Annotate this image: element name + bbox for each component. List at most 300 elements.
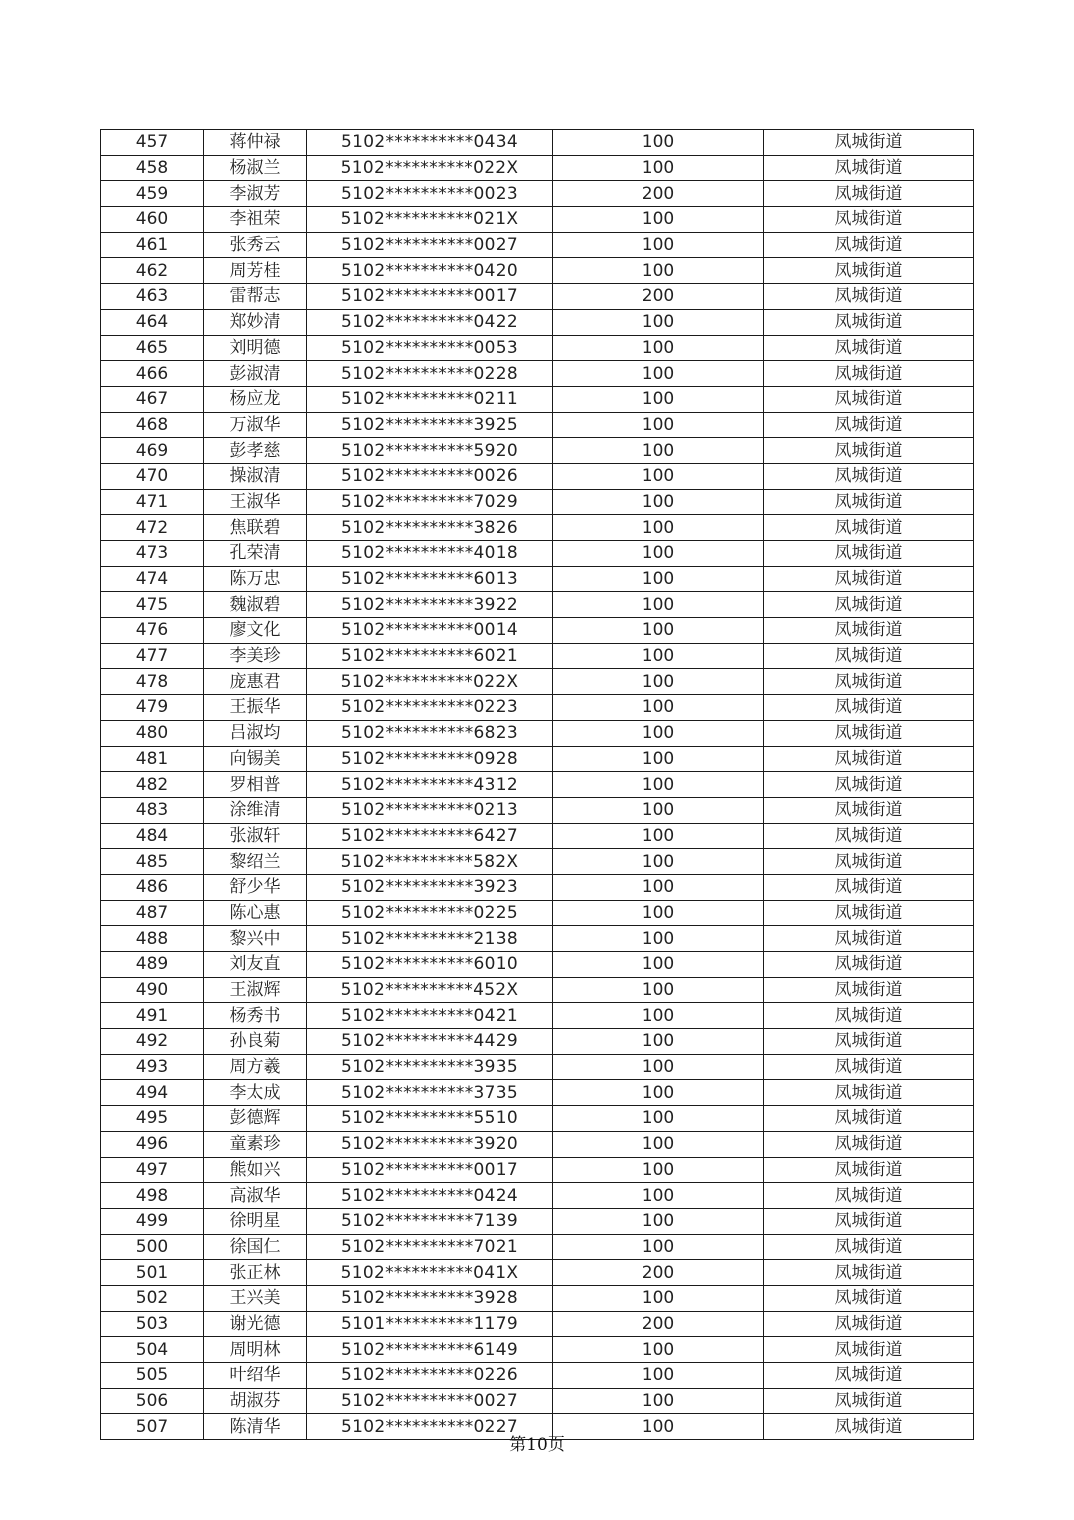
table-row — [101, 1003, 974, 1029]
table-row — [101, 1106, 974, 1132]
id-number-cell: 5102**********0225 — [307, 900, 553, 926]
street-cell: 凤城街道 — [764, 1106, 974, 1132]
id-number-cell: 5102**********0014 — [307, 618, 553, 644]
table-row — [101, 181, 974, 207]
id-number-cell: 5102**********452X — [307, 977, 553, 1003]
id-number-cell: 5102**********582X — [307, 849, 553, 875]
table-row — [101, 1388, 974, 1414]
amount-cell: 100 — [553, 386, 764, 412]
name-cell: 李淑芳 — [204, 181, 307, 207]
street-cell: 凤城街道 — [764, 695, 974, 721]
street-cell: 凤城街道 — [764, 1311, 974, 1337]
amount-cell: 100 — [553, 849, 764, 875]
amount-cell: 100 — [553, 438, 764, 464]
street-cell: 凤城街道 — [764, 1414, 974, 1440]
id-number-cell: 5102**********6823 — [307, 720, 553, 746]
name-cell: 徐国仁 — [204, 1234, 307, 1260]
name-cell: 孙良菊 — [204, 1029, 307, 1055]
name-cell: 谢光德 — [204, 1311, 307, 1337]
row-number-cell: 503 — [101, 1311, 204, 1337]
street-cell: 凤城街道 — [764, 1003, 974, 1029]
amount-cell: 100 — [553, 1106, 764, 1132]
table-row — [101, 977, 974, 1003]
street-cell: 凤城街道 — [764, 1388, 974, 1414]
row-number-cell: 504 — [101, 1337, 204, 1363]
table-row — [101, 1363, 974, 1389]
id-number-cell: 5102**********041X — [307, 1260, 553, 1286]
name-cell: 陈万忠 — [204, 566, 307, 592]
street-cell: 凤城街道 — [764, 335, 974, 361]
amount-cell: 100 — [553, 926, 764, 952]
table-row — [101, 155, 974, 181]
row-number-cell: 461 — [101, 232, 204, 258]
street-cell: 凤城街道 — [764, 1363, 974, 1389]
row-number-cell: 498 — [101, 1183, 204, 1209]
row-number-cell: 507 — [101, 1414, 204, 1440]
name-cell: 杨淑兰 — [204, 155, 307, 181]
table-row — [101, 232, 974, 258]
name-cell: 李美珍 — [204, 643, 307, 669]
id-number-cell: 5102**********6427 — [307, 823, 553, 849]
id-number-cell: 5102**********6149 — [307, 1337, 553, 1363]
table-row — [101, 849, 974, 875]
id-number-cell: 5102**********0017 — [307, 284, 553, 310]
id-number-cell: 5102**********6013 — [307, 566, 553, 592]
row-number-cell: 458 — [101, 155, 204, 181]
id-number-cell: 5102**********3923 — [307, 874, 553, 900]
name-cell: 黎绍兰 — [204, 849, 307, 875]
table-row — [101, 746, 974, 772]
id-number-cell: 5102**********7021 — [307, 1234, 553, 1260]
table-row — [101, 952, 974, 978]
id-number-cell: 5102**********021X — [307, 207, 553, 233]
amount-cell: 100 — [553, 1208, 764, 1234]
amount-cell: 100 — [553, 412, 764, 438]
table-row — [101, 874, 974, 900]
table-row — [101, 284, 974, 310]
amount-cell: 200 — [553, 1260, 764, 1286]
row-number-cell: 500 — [101, 1234, 204, 1260]
street-cell: 凤城街道 — [764, 669, 974, 695]
street-cell: 凤城街道 — [764, 130, 974, 156]
name-cell: 童素珍 — [204, 1131, 307, 1157]
row-number-cell: 477 — [101, 643, 204, 669]
table-row — [101, 1080, 974, 1106]
table-row — [101, 1131, 974, 1157]
amount-cell: 100 — [553, 1388, 764, 1414]
id-number-cell: 5102**********0213 — [307, 797, 553, 823]
amount-cell: 100 — [553, 130, 764, 156]
name-cell: 舒少华 — [204, 874, 307, 900]
row-number-cell: 482 — [101, 772, 204, 798]
name-cell: 廖文化 — [204, 618, 307, 644]
street-cell: 凤城街道 — [764, 515, 974, 541]
amount-cell: 100 — [553, 643, 764, 669]
amount-cell: 100 — [553, 746, 764, 772]
amount-cell: 100 — [553, 1285, 764, 1311]
amount-cell: 100 — [553, 1234, 764, 1260]
name-cell: 焦联碧 — [204, 515, 307, 541]
name-cell: 李祖荣 — [204, 207, 307, 233]
street-cell: 凤城街道 — [764, 900, 974, 926]
amount-cell: 100 — [553, 1054, 764, 1080]
row-number-cell: 501 — [101, 1260, 204, 1286]
name-cell: 张淑轩 — [204, 823, 307, 849]
street-cell: 凤城街道 — [764, 1029, 974, 1055]
street-cell: 凤城街道 — [764, 1183, 974, 1209]
name-cell: 周方羲 — [204, 1054, 307, 1080]
table-row — [101, 643, 974, 669]
street-cell: 凤城街道 — [764, 1080, 974, 1106]
row-number-cell: 466 — [101, 361, 204, 387]
row-number-cell: 475 — [101, 592, 204, 618]
name-cell: 庞惠君 — [204, 669, 307, 695]
row-number-cell: 493 — [101, 1054, 204, 1080]
amount-cell: 100 — [553, 1363, 764, 1389]
name-cell: 黎兴中 — [204, 926, 307, 952]
name-cell: 吕淑均 — [204, 720, 307, 746]
amount-cell: 100 — [553, 232, 764, 258]
table-row — [101, 566, 974, 592]
id-number-cell: 5102**********022X — [307, 669, 553, 695]
name-cell: 张正林 — [204, 1260, 307, 1286]
amount-cell: 100 — [553, 515, 764, 541]
street-cell: 凤城街道 — [764, 1337, 974, 1363]
street-cell: 凤城街道 — [764, 309, 974, 335]
id-number-cell: 5102**********0027 — [307, 232, 553, 258]
name-cell: 刘明德 — [204, 335, 307, 361]
street-cell: 凤城街道 — [764, 541, 974, 567]
row-number-cell: 494 — [101, 1080, 204, 1106]
street-cell: 凤城街道 — [764, 643, 974, 669]
row-number-cell: 490 — [101, 977, 204, 1003]
street-cell: 凤城街道 — [764, 1208, 974, 1234]
street-cell: 凤城街道 — [764, 1285, 974, 1311]
name-cell: 王振华 — [204, 695, 307, 721]
amount-cell: 100 — [553, 541, 764, 567]
id-number-cell: 5102**********5920 — [307, 438, 553, 464]
id-number-cell: 5102**********3735 — [307, 1080, 553, 1106]
street-cell: 凤城街道 — [764, 566, 974, 592]
amount-cell: 100 — [553, 695, 764, 721]
table-row — [101, 489, 974, 515]
table-row — [101, 1260, 974, 1286]
table-row — [101, 1337, 974, 1363]
street-cell: 凤城街道 — [764, 489, 974, 515]
row-number-cell: 476 — [101, 618, 204, 644]
table-row — [101, 592, 974, 618]
amount-cell: 100 — [553, 874, 764, 900]
id-number-cell: 5102**********2138 — [307, 926, 553, 952]
table-row — [101, 720, 974, 746]
amount-cell: 100 — [553, 618, 764, 644]
name-cell: 陈心惠 — [204, 900, 307, 926]
amount-cell: 100 — [553, 361, 764, 387]
street-cell: 凤城街道 — [764, 592, 974, 618]
id-number-cell: 5102**********6021 — [307, 643, 553, 669]
table-row — [101, 412, 974, 438]
table-row — [101, 618, 974, 644]
row-number-cell: 485 — [101, 849, 204, 875]
id-number-cell: 5102**********4429 — [307, 1029, 553, 1055]
street-cell: 凤城街道 — [764, 1157, 974, 1183]
street-cell: 凤城街道 — [764, 720, 974, 746]
id-number-cell: 5102**********0017 — [307, 1157, 553, 1183]
id-number-cell: 5102**********022X — [307, 155, 553, 181]
name-cell: 高淑华 — [204, 1183, 307, 1209]
street-cell: 凤城街道 — [764, 232, 974, 258]
street-cell: 凤城街道 — [764, 386, 974, 412]
table-row — [101, 1054, 974, 1080]
street-cell: 凤城街道 — [764, 1260, 974, 1286]
name-cell: 张秀云 — [204, 232, 307, 258]
row-number-cell: 492 — [101, 1029, 204, 1055]
street-cell: 凤城街道 — [764, 746, 974, 772]
row-number-cell: 464 — [101, 309, 204, 335]
table-row — [101, 515, 974, 541]
row-number-cell: 487 — [101, 900, 204, 926]
street-cell: 凤城街道 — [764, 258, 974, 284]
table-row — [101, 463, 974, 489]
name-cell: 周芳桂 — [204, 258, 307, 284]
street-cell: 凤城街道 — [764, 412, 974, 438]
row-number-cell: 480 — [101, 720, 204, 746]
table-row — [101, 1208, 974, 1234]
row-number-cell: 470 — [101, 463, 204, 489]
amount-cell: 100 — [553, 952, 764, 978]
id-number-cell: 5102**********0424 — [307, 1183, 553, 1209]
name-cell: 王兴美 — [204, 1285, 307, 1311]
name-cell: 罗相普 — [204, 772, 307, 798]
amount-cell: 100 — [553, 489, 764, 515]
page-number: 10 — [526, 1435, 548, 1455]
row-number-cell: 479 — [101, 695, 204, 721]
row-number-cell: 495 — [101, 1106, 204, 1132]
row-number-cell: 481 — [101, 746, 204, 772]
street-cell: 凤城街道 — [764, 438, 974, 464]
name-cell: 操淑清 — [204, 463, 307, 489]
name-cell: 王淑华 — [204, 489, 307, 515]
street-cell: 凤城街道 — [764, 207, 974, 233]
row-number-cell: 468 — [101, 412, 204, 438]
street-cell: 凤城街道 — [764, 977, 974, 1003]
street-cell: 凤城街道 — [764, 874, 974, 900]
row-number-cell: 467 — [101, 386, 204, 412]
table-row — [101, 541, 974, 567]
row-number-cell: 465 — [101, 335, 204, 361]
street-cell: 凤城街道 — [764, 155, 974, 181]
row-number-cell: 499 — [101, 1208, 204, 1234]
amount-cell: 100 — [553, 566, 764, 592]
name-cell: 王淑辉 — [204, 977, 307, 1003]
name-cell: 涂维清 — [204, 797, 307, 823]
amount-cell: 100 — [553, 1183, 764, 1209]
amount-cell: 100 — [553, 258, 764, 284]
amount-cell: 100 — [553, 1131, 764, 1157]
row-number-cell: 484 — [101, 823, 204, 849]
id-number-cell: 5102**********0928 — [307, 746, 553, 772]
id-number-cell: 5102**********0023 — [307, 181, 553, 207]
amount-cell: 200 — [553, 284, 764, 310]
id-number-cell: 5102**********3922 — [307, 592, 553, 618]
row-number-cell: 459 — [101, 181, 204, 207]
row-number-cell: 471 — [101, 489, 204, 515]
table-row — [101, 309, 974, 335]
page-label-suffix: 页 — [547, 1435, 565, 1455]
street-cell: 凤城街道 — [764, 1054, 974, 1080]
row-number-cell: 469 — [101, 438, 204, 464]
street-cell: 凤城街道 — [764, 284, 974, 310]
amount-cell: 100 — [553, 797, 764, 823]
amount-cell: 100 — [553, 335, 764, 361]
amount-cell: 100 — [553, 1029, 764, 1055]
amount-cell: 100 — [553, 1337, 764, 1363]
row-number-cell: 502 — [101, 1285, 204, 1311]
row-number-cell: 496 — [101, 1131, 204, 1157]
amount-cell: 100 — [553, 1080, 764, 1106]
id-number-cell: 5102**********3925 — [307, 412, 553, 438]
row-number-cell: 483 — [101, 797, 204, 823]
id-number-cell: 5102**********0420 — [307, 258, 553, 284]
name-cell: 杨秀书 — [204, 1003, 307, 1029]
table-row — [101, 797, 974, 823]
name-cell: 万淑华 — [204, 412, 307, 438]
row-number-cell: 489 — [101, 952, 204, 978]
table-row — [101, 823, 974, 849]
street-cell: 凤城街道 — [764, 181, 974, 207]
row-number-cell: 463 — [101, 284, 204, 310]
id-number-cell: 5102**********0422 — [307, 309, 553, 335]
street-cell: 凤城街道 — [764, 823, 974, 849]
amount-cell: 100 — [553, 1414, 764, 1440]
street-cell: 凤城街道 — [764, 772, 974, 798]
row-number-cell: 472 — [101, 515, 204, 541]
id-number-cell: 5102**********3920 — [307, 1131, 553, 1157]
row-number-cell: 506 — [101, 1388, 204, 1414]
table-row — [101, 1029, 974, 1055]
row-number-cell: 497 — [101, 1157, 204, 1183]
id-number-cell: 5102**********7139 — [307, 1208, 553, 1234]
street-cell: 凤城街道 — [764, 1234, 974, 1260]
row-number-cell: 474 — [101, 566, 204, 592]
id-number-cell: 5102**********0223 — [307, 695, 553, 721]
amount-cell: 100 — [553, 669, 764, 695]
amount-cell: 100 — [553, 463, 764, 489]
row-number-cell: 488 — [101, 926, 204, 952]
table-row — [101, 361, 974, 387]
amount-cell: 100 — [553, 155, 764, 181]
row-number-cell: 462 — [101, 258, 204, 284]
table-row — [101, 772, 974, 798]
id-number-cell: 5102**********0053 — [307, 335, 553, 361]
table-row — [101, 386, 974, 412]
amount-cell: 100 — [553, 720, 764, 746]
table-row — [101, 1311, 974, 1337]
amount-cell: 100 — [553, 592, 764, 618]
id-number-cell: 5102**********4312 — [307, 772, 553, 798]
row-number-cell: 457 — [101, 130, 204, 156]
id-number-cell: 5102**********0027 — [307, 1388, 553, 1414]
table-body — [101, 130, 974, 1440]
id-number-cell: 5102**********0228 — [307, 361, 553, 387]
name-cell: 魏淑碧 — [204, 592, 307, 618]
row-number-cell: 505 — [101, 1363, 204, 1389]
name-cell: 周明林 — [204, 1337, 307, 1363]
id-number-cell: 5102**********3928 — [307, 1285, 553, 1311]
street-cell: 凤城街道 — [764, 797, 974, 823]
id-number-cell: 5102**********0211 — [307, 386, 553, 412]
amount-cell: 100 — [553, 309, 764, 335]
table-row — [101, 1157, 974, 1183]
page-label-prefix: 第 — [509, 1435, 527, 1455]
amount-cell: 100 — [553, 772, 764, 798]
row-number-cell: 491 — [101, 1003, 204, 1029]
amount-cell: 100 — [553, 823, 764, 849]
street-cell: 凤城街道 — [764, 463, 974, 489]
table-row — [101, 695, 974, 721]
street-cell: 凤城街道 — [764, 849, 974, 875]
id-number-cell: 5102**********7029 — [307, 489, 553, 515]
amount-cell: 100 — [553, 1003, 764, 1029]
table-row — [101, 438, 974, 464]
name-cell: 孔荣清 — [204, 541, 307, 567]
table-row — [101, 335, 974, 361]
id-number-cell: 5102**********4018 — [307, 541, 553, 567]
id-number-cell: 5102**********3826 — [307, 515, 553, 541]
street-cell: 凤城街道 — [764, 361, 974, 387]
table-row — [101, 669, 974, 695]
page-footer — [0, 1430, 1074, 1455]
row-number-cell: 478 — [101, 669, 204, 695]
name-cell: 雷帮志 — [204, 284, 307, 310]
name-cell: 郑妙清 — [204, 309, 307, 335]
table-row — [101, 1285, 974, 1311]
id-number-cell: 5101**********1179 — [307, 1311, 553, 1337]
table-row — [101, 258, 974, 284]
id-number-cell: 5102**********0227 — [307, 1414, 553, 1440]
name-cell: 彭孝慈 — [204, 438, 307, 464]
name-cell: 叶绍华 — [204, 1363, 307, 1389]
name-cell: 彭淑清 — [204, 361, 307, 387]
amount-cell: 100 — [553, 207, 764, 233]
table-row — [101, 207, 974, 233]
name-cell: 蒋仲禄 — [204, 130, 307, 156]
amount-cell: 200 — [553, 1311, 764, 1337]
amount-cell: 200 — [553, 181, 764, 207]
id-number-cell: 5102**********3935 — [307, 1054, 553, 1080]
table-row — [101, 926, 974, 952]
name-cell: 李太成 — [204, 1080, 307, 1106]
name-cell: 熊如兴 — [204, 1157, 307, 1183]
id-number-cell: 5102**********0421 — [307, 1003, 553, 1029]
id-number-cell: 5102**********6010 — [307, 952, 553, 978]
id-number-cell: 5102**********5510 — [307, 1106, 553, 1132]
name-cell: 徐明星 — [204, 1208, 307, 1234]
row-number-cell: 486 — [101, 874, 204, 900]
street-cell: 凤城街道 — [764, 1131, 974, 1157]
table-row — [101, 1183, 974, 1209]
table-row — [101, 130, 974, 156]
name-cell: 杨应龙 — [204, 386, 307, 412]
name-cell: 胡淑芬 — [204, 1388, 307, 1414]
row-number-cell: 473 — [101, 541, 204, 567]
name-cell: 陈清华 — [204, 1414, 307, 1440]
street-cell: 凤城街道 — [764, 952, 974, 978]
table-row — [101, 900, 974, 926]
table-row — [101, 1234, 974, 1260]
street-cell: 凤城街道 — [764, 618, 974, 644]
id-number-cell: 5102**********0026 — [307, 463, 553, 489]
